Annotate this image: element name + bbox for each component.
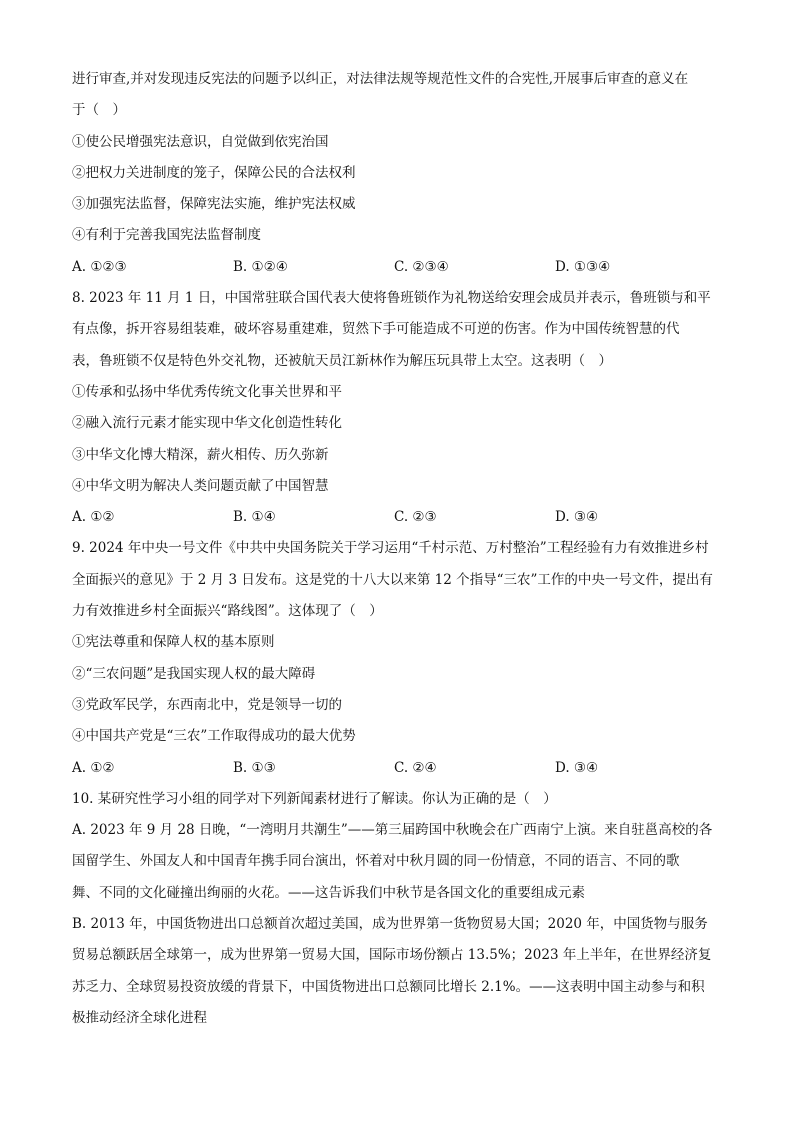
question-7-stem-line: 于（ ） [72,102,126,119]
question-7-item: ④有利于完善我国宪法监督制度 [72,227,261,244]
option-d: D. ③④ [555,759,599,776]
question-9-stem-line: 9. 2024 年中央一号文件《中共中央国务院关于学习运用“千村示范、万村整治”工程经验有力有效推进乡村 [72,540,709,557]
question-10 [72,784,724,1034]
question-8-item: ④中华文明为解决人类问题贡献了中国智慧 [72,477,329,494]
exam-page [72,64,724,1034]
question-9-item: ②“三农问题”是我国实现人权的最大障碍 [72,665,316,682]
option-a-line: 国留学生、外国友人和中国青年携手同台演出，怀着对中秋月圆的同一份情意，不同的语言、不同的歌 [72,853,680,870]
question-8-item: ①传承和弘扬中华优秀传统文化事关世界和平 [72,383,342,400]
question-8-options [72,502,724,533]
question-9-options [72,753,724,784]
option-a-line: 舞、不同的文化碰撞出绚丽的火花。——这告诉我们中秋节是各国文化的重要组成元素 [72,884,585,901]
question-7-item: ①使公民增强宪法意识，自觉做到依宪治国 [72,133,329,150]
option-d: D. ①③④ [555,258,611,275]
option-b: B. ①③ [233,759,276,776]
question-9-item: ④中国共产党是“三农”工作取得成功的最大优势 [72,728,356,745]
question-9-stem-line: 全面振兴的意见》于 2 月 3 日发布。这是党的十八大以来第 12 个指导“三农”工作的中央一号文件，提出有 [72,571,713,588]
question-9 [72,533,724,783]
question-7 [72,64,724,283]
question-10-option-b [72,909,724,1034]
question-10-stem: 10. 某研究性学习小组的同学对下列新闻素材进行了解读。你认为正确的是（ ） [72,790,557,807]
question-9-item: ①宪法尊重和保障人权的基本原则 [72,634,275,651]
option-b-line: 极推动经济全球化进程 [72,1009,207,1026]
option-c: C. ②③ [394,509,437,526]
option-a: A. ①② [72,509,115,526]
option-a: A. ①②③ [72,258,127,275]
question-9-item: ③党政军民学，东西南北中，党是领导一切的 [72,696,342,713]
option-a: A. ①② [72,759,115,776]
question-8-item: ②融入流行元素才能实现中华文化创造性转化 [72,415,342,432]
question-7-item: ③加强宪法监督，保障宪法实施，维护宪法权威 [72,196,356,213]
option-b-line: B. 2013 年，中国货物进出口总额首次超过美国，成为世界第一货物贸易大国；2020 年，中国货物与服务 [72,916,708,933]
question-7-options [72,252,724,283]
option-b-line: 贸易总额跃居全球第一，成为世界第一贸易大国，国际市场份额占 13.5%；2023 年上半年，在世界经济复 [72,947,712,964]
question-9-stem-line: 力有效推进乡村全面振兴“路线图”。这体现了（ ） [72,603,383,620]
option-a-line: A. 2023 年 9 月 28 日晚，“一湾明月共潮生”——第三届跨国中秋晚会在广西南宁上演。来自驻邕高校的各 [72,822,713,839]
question-7-item: ②把权力关进制度的笼子，保障公民的合法权利 [72,164,356,181]
question-7-stem-line: 进行审查,并对发现违反宪法的问题予以纠正，对法律法规等规范性文件的合宪性,开展事后审查的意义在 [72,71,689,87]
option-b: B. ①④ [233,509,276,526]
question-8-stem-line: 表，鲁班锁不仅是特色外交礼物，还被航天员江新林作为解压玩具带上太空。这表明（ ） [72,352,612,369]
option-c: C. ②④ [394,759,437,776]
question-8-stem-line: 有点像，拆开容易组装难，破坏容易重建难，贸然下手可能造成不可逆的伤害。作为中国传统智慧的代 [72,321,680,338]
option-b-line: 苏乏力、全球贸易投资放缓的背景下，中国货物进出口总额同比增长 2.1%。——这表明中国主动参与和积 [72,978,705,995]
question-8-stem-line: 8. 2023 年 11 月 1 日，中国常驻联合国代表大使将鲁班锁作为礼物送给安理会成员并表示，鲁班锁与和平 [72,290,711,307]
question-8 [72,283,724,533]
question-8-item: ③中华文化博大精深，薪火相传、历久弥新 [72,446,329,463]
option-c: C. ②③④ [394,258,449,275]
option-b: B. ①②④ [233,258,288,275]
option-d: D. ③④ [555,509,599,526]
question-10-option-a [72,815,724,909]
